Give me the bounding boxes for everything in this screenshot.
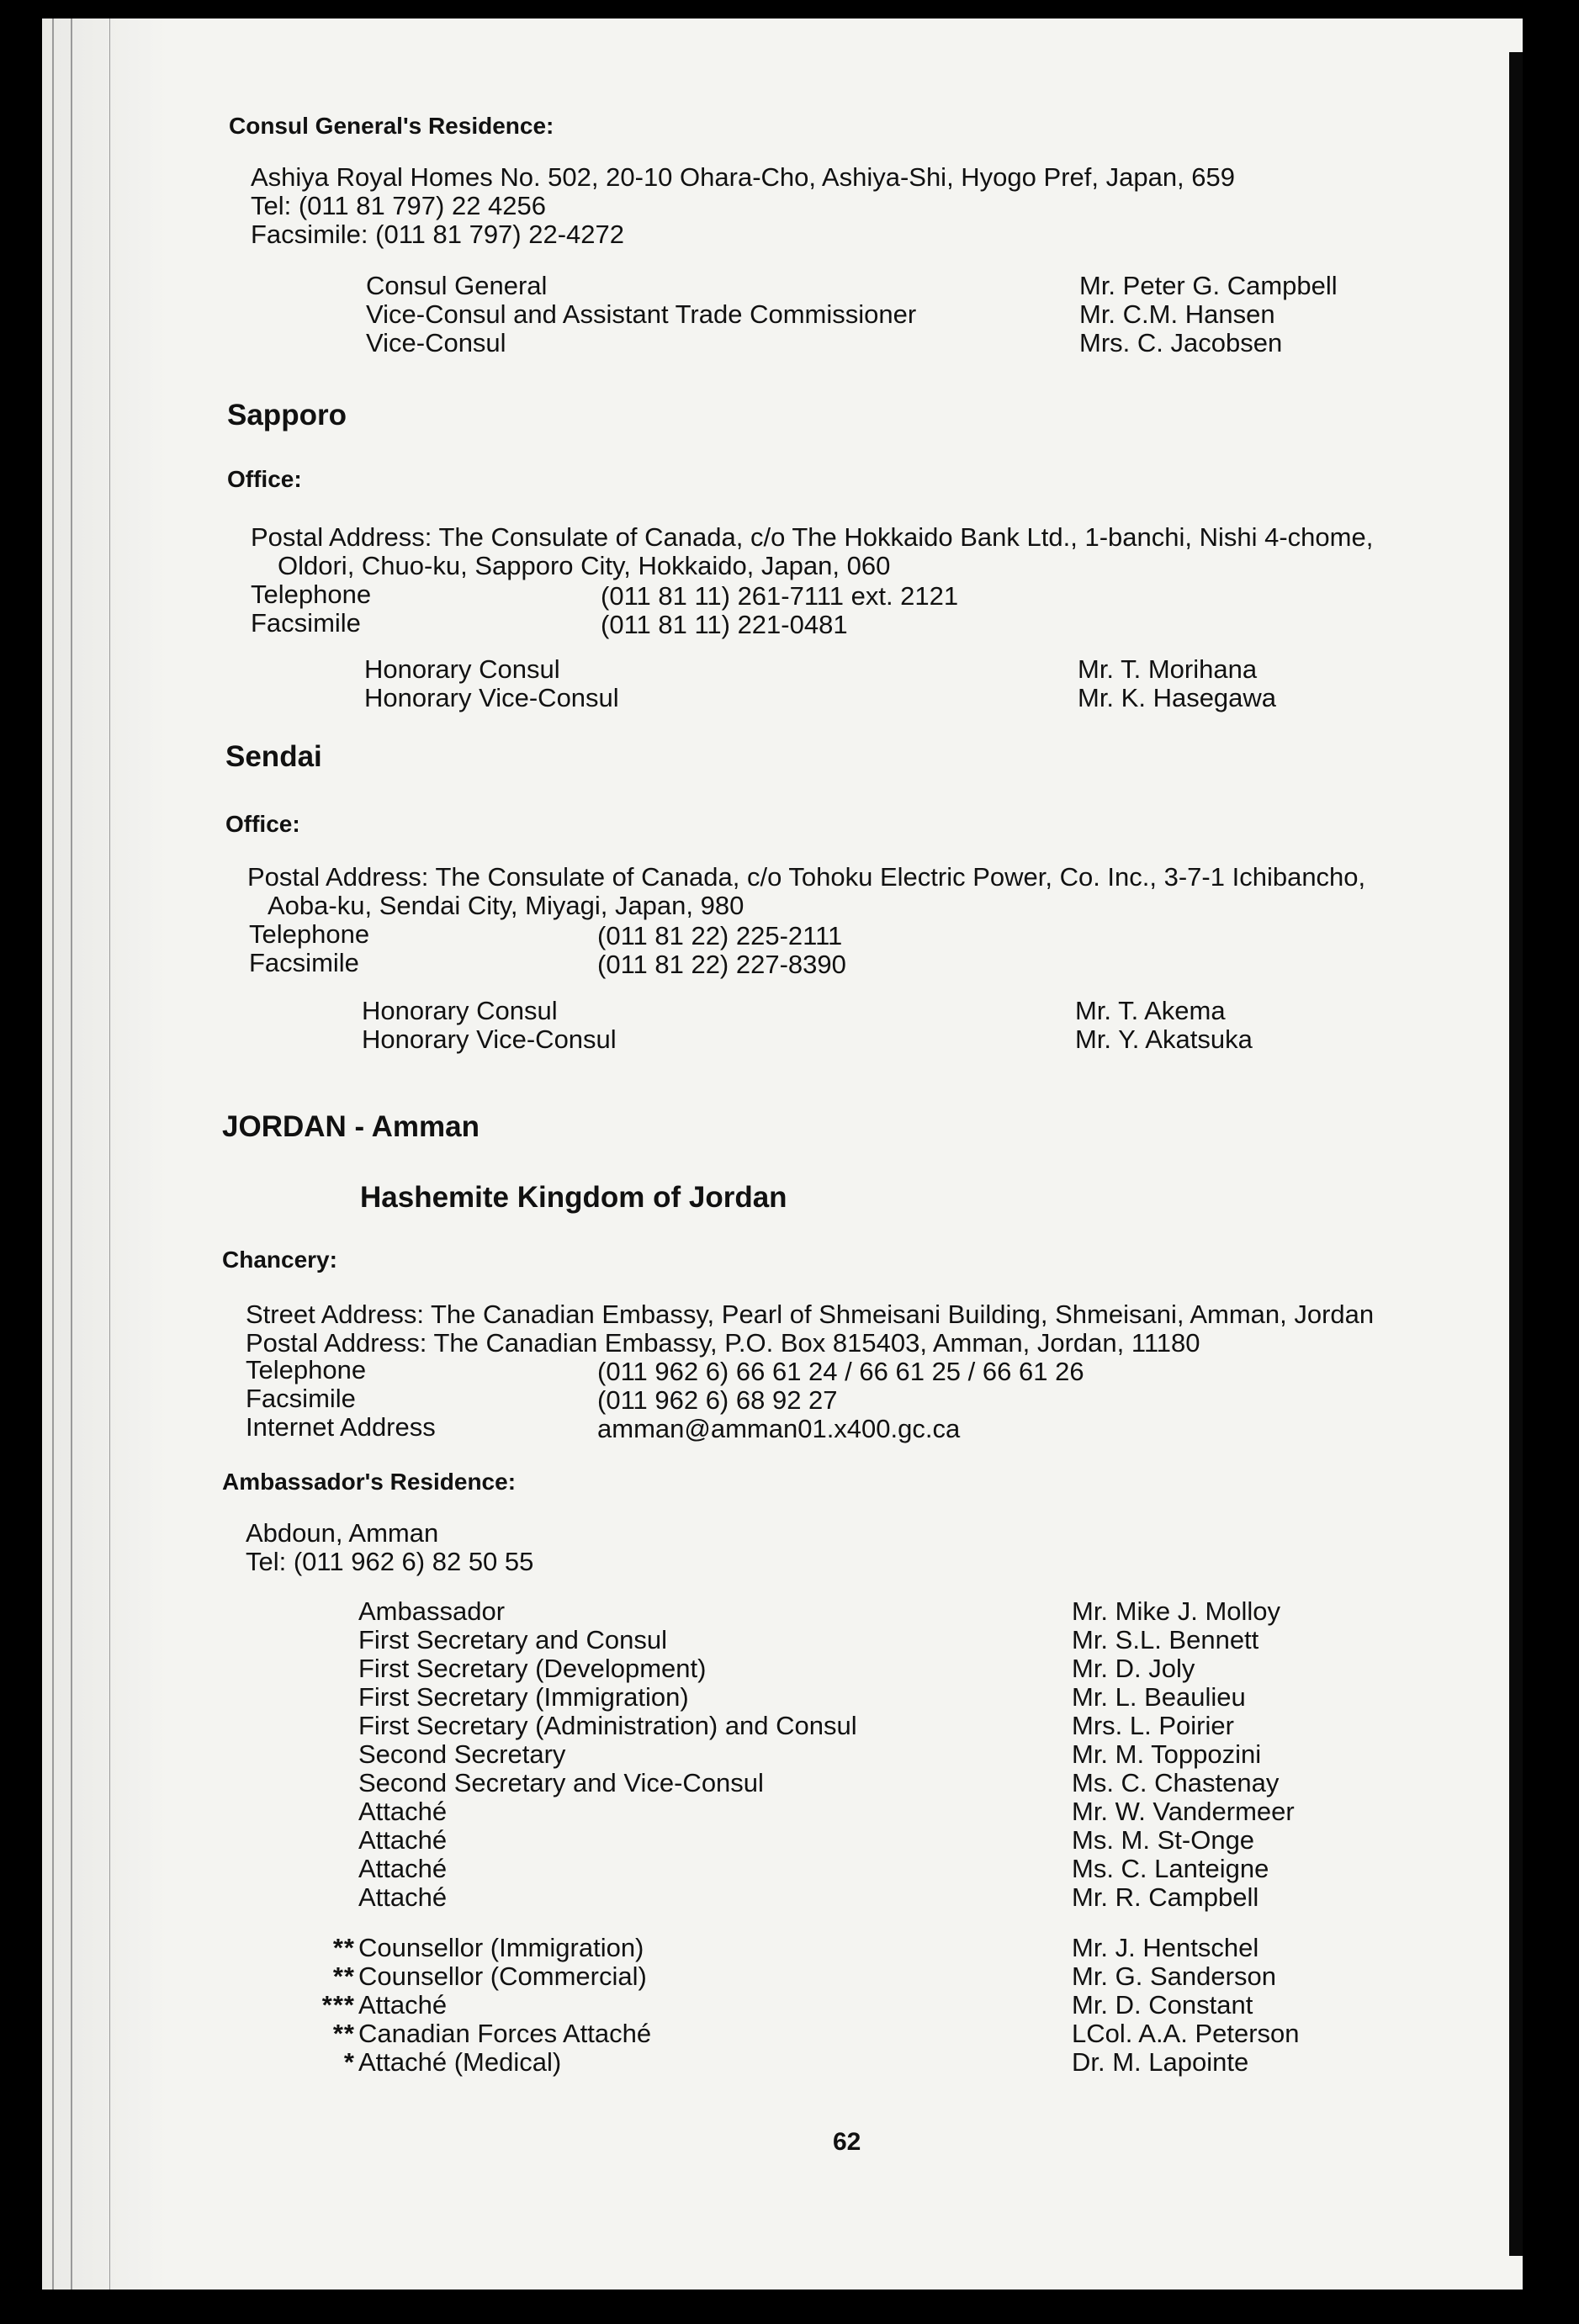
staff-row	[358, 1739, 1295, 1768]
staff-name: Ms. M. St-Onge	[1072, 1825, 1255, 1855]
consul-residence-heading: Consul General's Residence:	[229, 113, 554, 139]
jordan-tel-label: Telephone	[246, 1355, 367, 1384]
jordan-street-address: Street Address: The Canadian Embassy, Pearl of Shmeisani Building, Shmeisani, Amman, Jordan	[246, 1300, 1375, 1329]
staff-row	[366, 299, 1338, 328]
jordan-fax: (011 962 6) 68 92 27	[597, 1385, 838, 1415]
sapporo-staff-list	[364, 654, 1276, 712]
jordan-internet-label: Internet Address	[246, 1412, 436, 1442]
staff-row	[366, 328, 1338, 357]
staff-role: Attaché	[358, 1990, 448, 2020]
staff-row	[362, 996, 1253, 1024]
staff-name: Mr. Mike J. Molloy	[1072, 1596, 1281, 1626]
staff-role: Vice-Consul and Assistant Trade Commissioner	[366, 299, 917, 329]
sapporo-fax: (011 81 11) 221-0481	[601, 610, 848, 639]
sendai-tel-label: Telephone	[249, 919, 370, 949]
staff-role: Vice-Consul	[366, 328, 506, 357]
consul-residence-fax: Facsimile: (011 81 797) 22-4272	[251, 220, 625, 249]
staff-row	[332, 1933, 1300, 1962]
staff-role: Attaché	[358, 1854, 448, 1883]
staff-name: Mr. T. Morihana	[1078, 654, 1258, 684]
staff-role: Honorary Vice-Consul	[362, 1024, 617, 1054]
staff-role: Second Secretary and Vice-Consul	[358, 1768, 764, 1797]
jordan-residence-tel: Tel: (011 962 6) 82 50 55	[246, 1547, 534, 1576]
sapporo-postal-line2: Oldori, Chuo-ku, Sapporo City, Hokkaido, Japan, 060	[278, 551, 891, 580]
staff-role: First Secretary (Immigration)	[358, 1682, 689, 1712]
staff-row	[364, 654, 1276, 683]
staff-row	[343, 2047, 1300, 2077]
sapporo-postal-line1: Postal Address: The Consulate of Canada, c/o The Hokkaido Bank Ltd., 1-banchi, Nishi 4-chome,	[251, 522, 1374, 552]
staff-role: Attaché	[358, 1825, 448, 1855]
staff-role: Attaché	[358, 1882, 448, 1912]
staff-name: Mr. R. Campbell	[1072, 1882, 1259, 1912]
jordan-staff-list	[358, 1596, 1295, 1911]
sendai-postal-line2: Aoba-ku, Sendai City, Miyagi, Japan, 980	[268, 891, 744, 920]
footnote-mark: **	[332, 2019, 355, 2048]
sendai-fax: (011 81 22) 227-8390	[597, 950, 846, 979]
sapporo-tel-label: Telephone	[251, 580, 372, 609]
sendai-staff-list	[362, 996, 1253, 1053]
staff-row	[358, 1654, 1295, 1682]
staff-row	[332, 2019, 1300, 2048]
staff-name: Mr. Peter G. Campbell	[1079, 271, 1338, 300]
staff-row	[358, 1882, 1295, 1911]
staff-name: Mr. D. Joly	[1072, 1654, 1195, 1683]
staff-row	[366, 271, 1338, 299]
staff-name: Mr. C.M. Hansen	[1079, 299, 1275, 329]
city-heading-sendai: Sendai	[225, 740, 322, 773]
staff-name: Mr. Y. Akatsuka	[1075, 1024, 1253, 1054]
sapporo-office-heading: Office:	[227, 466, 302, 492]
jordan-official-name: Hashemite Kingdom of Jordan	[360, 1181, 787, 1214]
staff-row	[364, 683, 1276, 712]
staff-name: Mr. W. Vandermeer	[1072, 1797, 1295, 1826]
staff-name: Ms. C. Chastenay	[1072, 1768, 1280, 1797]
jordan-tel: (011 962 6) 66 61 24 / 66 61 25 / 66 61 26	[597, 1357, 1084, 1386]
footnote-mark: **	[332, 1933, 355, 1962]
sendai-office-heading: Office:	[225, 811, 300, 837]
jordan-accredited-staff-list	[321, 1933, 1300, 2077]
sendai-postal-line1: Postal Address: The Consulate of Canada, c/o Tohoku Electric Power, Co. Inc., 3-7-1 Ichibancho,	[247, 862, 1366, 892]
staff-role: First Secretary (Development)	[358, 1654, 707, 1683]
staff-row	[358, 1625, 1295, 1654]
consul-residence-staff-list	[366, 271, 1338, 357]
staff-row	[362, 1024, 1253, 1053]
document-page	[42, 19, 1523, 2290]
staff-role: Second Secretary	[358, 1739, 566, 1769]
staff-name: Mrs. L. Poirier	[1072, 1711, 1234, 1740]
staff-role: Counsellor (Commercial)	[358, 1961, 647, 1991]
staff-role: Honorary Consul	[362, 996, 558, 1025]
staff-row	[321, 1990, 1300, 2020]
country-heading-jordan: JORDAN - Amman	[222, 1110, 480, 1143]
staff-row	[358, 1854, 1295, 1882]
staff-name: Mrs. C. Jacobsen	[1079, 328, 1283, 357]
page-content	[42, 19, 1523, 2290]
staff-name: Mr. M. Toppozini	[1072, 1739, 1262, 1769]
footnote-mark: **	[332, 1961, 355, 1991]
consul-residence-tel: Tel: (011 81 797) 22 4256	[251, 191, 547, 220]
staff-row	[358, 1596, 1295, 1625]
staff-role: Attaché (Medical)	[358, 2047, 562, 2077]
staff-role: Ambassador	[358, 1596, 506, 1626]
staff-row	[358, 1797, 1295, 1825]
jordan-chancery-heading: Chancery:	[222, 1247, 337, 1273]
sapporo-fax-label: Facsimile	[251, 608, 361, 638]
footnote-mark: *	[343, 2047, 355, 2077]
staff-row	[358, 1825, 1295, 1854]
city-heading-sapporo: Sapporo	[227, 399, 347, 431]
staff-name: Mr. G. Sanderson	[1072, 1961, 1276, 1991]
jordan-postal-address: Postal Address: The Canadian Embassy, P.O. Box 815403, Amman, Jordan, 11180	[246, 1328, 1200, 1358]
jordan-fax-label: Facsimile	[246, 1384, 356, 1413]
staff-role: Canadian Forces Attaché	[358, 2019, 652, 2048]
staff-role: Consul General	[366, 271, 548, 300]
staff-role: Counsellor (Immigration)	[358, 1933, 644, 1962]
jordan-residence-address: Abdoun, Amman	[246, 1518, 439, 1548]
jordan-residence-heading: Ambassador's Residence:	[222, 1469, 517, 1495]
staff-role: Honorary Consul	[364, 654, 560, 684]
staff-row	[332, 1961, 1300, 1991]
staff-name: Mr. T. Akema	[1075, 996, 1226, 1025]
staff-role: First Secretary (Administration) and Consul	[358, 1711, 857, 1740]
staff-row	[358, 1682, 1295, 1711]
footnote-mark: ***	[321, 1990, 355, 2020]
jordan-internet-address[interactable]: amman@amman01.x400.gc.ca	[597, 1414, 961, 1443]
staff-name: Mr. J. Hentschel	[1072, 1933, 1259, 1962]
consul-residence-address: Ashiya Royal Homes No. 502, 20-10 Ohara-Cho, Ashiya-Shi, Hyogo Pref, Japan, 659	[251, 162, 1236, 192]
sapporo-tel: (011 81 11) 261-7111 ext. 2121	[601, 581, 959, 611]
sendai-fax-label: Facsimile	[249, 948, 359, 977]
staff-name: Ms. C. Lanteigne	[1072, 1854, 1269, 1883]
page-number: 62	[833, 2128, 861, 2156]
staff-name: Mr. K. Hasegawa	[1078, 683, 1277, 712]
staff-role: First Secretary and Consul	[358, 1625, 667, 1654]
staff-role: Honorary Vice-Consul	[364, 683, 619, 712]
staff-name: Mr. D. Constant	[1072, 1990, 1253, 2020]
staff-name: Dr. M. Lapointe	[1072, 2047, 1249, 2077]
staff-role: Attaché	[358, 1797, 448, 1826]
staff-name: Mr. S.L. Bennett	[1072, 1625, 1259, 1654]
staff-name: Mr. L. Beaulieu	[1072, 1682, 1246, 1712]
staff-row	[358, 1711, 1295, 1739]
sendai-tel: (011 81 22) 225-2111	[597, 921, 843, 950]
staff-name: LCol. A.A. Peterson	[1072, 2019, 1300, 2048]
staff-row	[358, 1768, 1295, 1797]
